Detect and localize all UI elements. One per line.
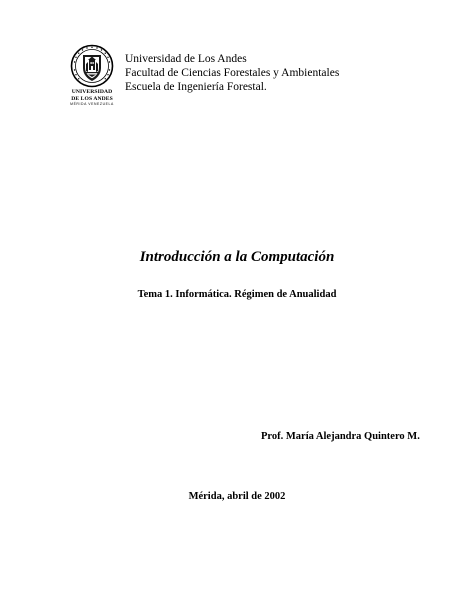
- logo-text-line2: DE LOS ANDES: [71, 96, 113, 103]
- university-seal-icon: [70, 44, 114, 88]
- institution-school: Escuela de Ingeniería Forestal.: [125, 81, 267, 93]
- logo-text-line1: UNIVERSIDAD: [71, 89, 113, 95]
- institution-header: [125, 52, 339, 94]
- document-subtitle: Tema 1. Informática. Régimen de Anualidad: [137, 289, 337, 300]
- logo-text-line3: MÉRIDA VENEZUELA: [70, 102, 114, 107]
- document-title: Introducción a la Computación: [139, 249, 335, 265]
- author-name: Prof. María Alejandra Quintero M.: [261, 431, 420, 442]
- place-and-date: Mérida, abril de 2002: [188, 491, 286, 502]
- university-logo: [66, 44, 118, 106]
- institution-faculty: Facultad de Ciencias Forestales y Ambientales: [125, 67, 340, 79]
- institution-university: Universidad de Los Andes: [125, 53, 247, 65]
